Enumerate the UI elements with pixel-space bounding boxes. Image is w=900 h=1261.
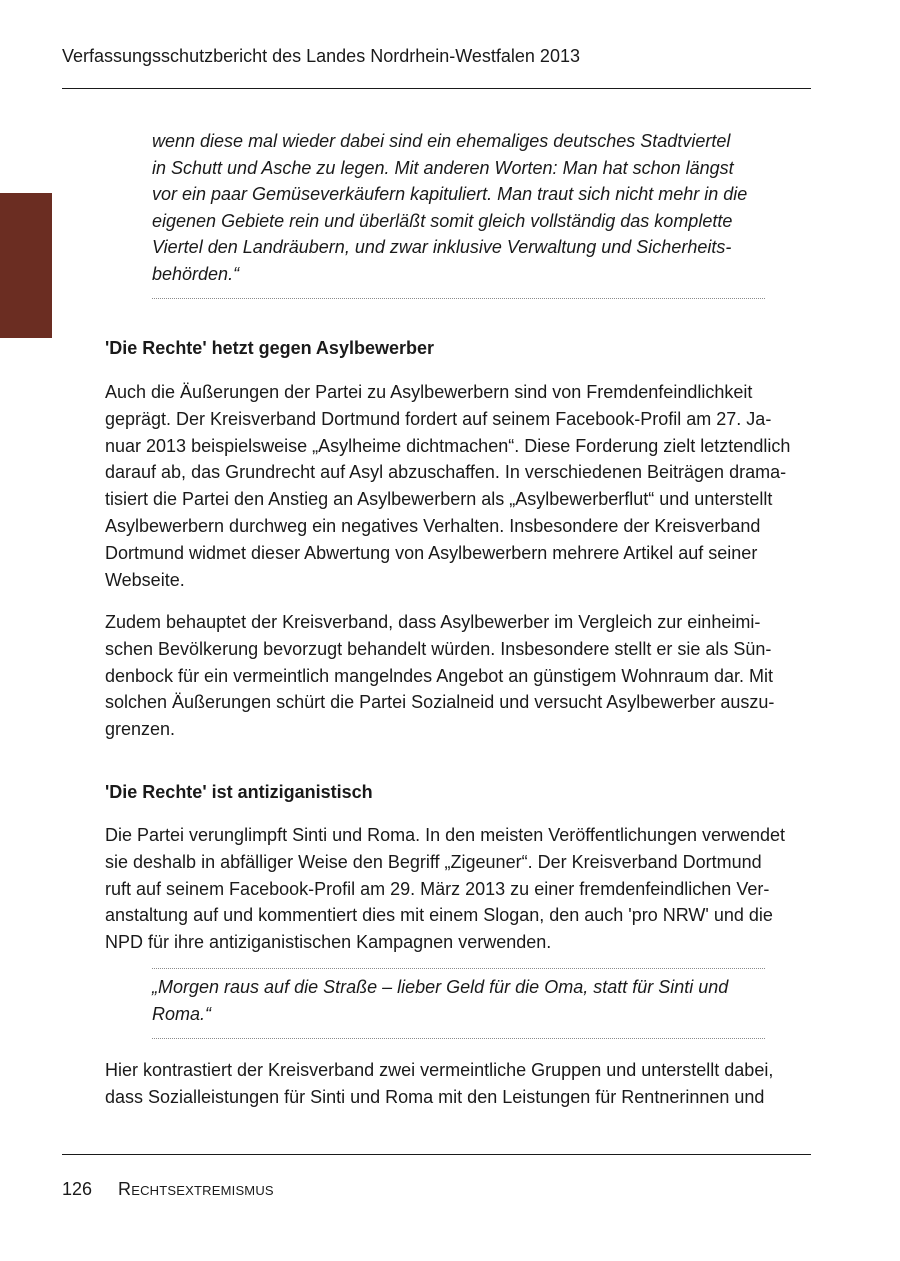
text-line: Asylbewerbern durchweg ein negatives Verhalten. Insbesondere der Kreisverband [105, 515, 761, 536]
text-line: Die Partei verunglimpft Sinti und Roma. In den meisten Veröffentlichungen verwendet [105, 825, 786, 845]
quote-line: Roma.“ [152, 1003, 212, 1024]
text-line: tisiert die Partei den Anstieg an Asylbewerbern als „Asylbewerberflut“ und unterstellt [105, 489, 773, 510]
page-header-title: Verfassungsschutzbericht des Landes Nordrhein-Westfalen 2013 [62, 46, 580, 66]
text-line: Webseite. [105, 569, 185, 590]
dotted-rule [152, 298, 765, 299]
text-line: Auch die Äußerungen der Partei zu Asylbewerbern sind von Fremdenfeindlichkeit [105, 382, 753, 402]
quote-line: vor ein paar Gemüseverkäufern kapituliert. Man traut sich nicht mehr in die [152, 184, 748, 204]
text-line: Hier kontrastiert der Kreisverband zwei vermeintliche Gruppen und unterstellt dabei, [105, 1060, 774, 1080]
quote-line: behörden.“ [152, 263, 240, 284]
quote-line: eigenen Gebiete rein und überläßt somit gleich vollständig das komplette [152, 210, 733, 231]
paragraph-asylum-2 [105, 609, 817, 743]
page-footer [62, 1179, 274, 1200]
quote-line: in Schutt und Asche zu legen. Mit anderen Worten: Man hat schon längst [152, 157, 734, 178]
page-number: 126 [62, 1179, 93, 1199]
text-line: nuar 2013 beispielsweise „Asylheime dichtmachen“. Diese Forderung zielt letztendlich [105, 435, 791, 456]
text-line: dass Sozialleistungen für Sinti und Roma mit den Leistungen für Rentnerinnen und [105, 1086, 765, 1107]
quote-block-2 [152, 974, 767, 1027]
text-line: ruft auf seinem Facebook-Profil am 29. März 2013 zu einer fremdenfeindlichen Ver- [105, 878, 770, 899]
section-heading-asylum: 'Die Rechte' hetzt gegen Asylbewerber [105, 338, 434, 358]
text-line: anstaltung auf und kommentiert dies mit einem Slogan, den auch 'pro NRW' und die [105, 905, 773, 926]
text-line: NPD für ihre antiziganistischen Kampagnen verwenden. [105, 932, 552, 953]
text-line: solchen Äußerungen schürt die Partei Sozialneid und versucht Asylbewerber auszu- [105, 692, 775, 713]
section-heading-antiziganism: 'Die Rechte' ist antiziganistisch [105, 782, 373, 802]
dotted-rule [152, 1038, 765, 1039]
footer-section-name: Rechtsextremismus [118, 1179, 274, 1199]
text-line: Zudem behauptet der Kreisverband, dass Asylbewerber im Vergleich zur einheimi- [105, 612, 761, 632]
text-line: darauf ab, das Grundrecht auf Asyl abzuschaffen. In verschiedenen Beiträgen drama- [105, 462, 787, 483]
text-line: geprägt. Der Kreisverband Dortmund fordert auf seinem Facebook-Profil am 27. Ja- [105, 408, 772, 429]
chapter-side-tab [0, 193, 52, 338]
paragraph-asylum-1 [105, 379, 817, 593]
header-rule [62, 88, 811, 89]
dotted-rule [152, 968, 765, 969]
text-line: sie deshalb in abfälliger Weise den Begriff „Zigeuner“. Der Kreisverband Dortmund [105, 851, 762, 872]
paragraph-antiziganism-2 [105, 1057, 817, 1111]
text-line: denbock für ein vermeintlich mangelndes Angebot an günstigem Wohnraum dar. Mit [105, 665, 774, 686]
text-line: grenzen. [105, 719, 176, 740]
quote-line: „Morgen raus auf die Straße – lieber Geld für die Oma, statt für Sinti und [152, 977, 729, 997]
quote-block-1 [152, 128, 767, 287]
quote-line: wenn diese mal wieder dabei sind ein ehemaliges deutsches Stadtviertel [152, 131, 731, 151]
footer-rule [62, 1154, 811, 1155]
paragraph-antiziganism-1 [105, 822, 817, 956]
text-line: schen Bevölkerung bevorzugt behandelt würden. Insbesondere stellt er sie als Sün- [105, 638, 772, 659]
quote-line: Viertel den Landräubern, und zwar inklusive Verwaltung und Sicherheits- [152, 237, 732, 257]
text-line: Dortmund widmet dieser Abwertung von Asylbewerbern mehrere Artikel auf seiner [105, 542, 758, 563]
